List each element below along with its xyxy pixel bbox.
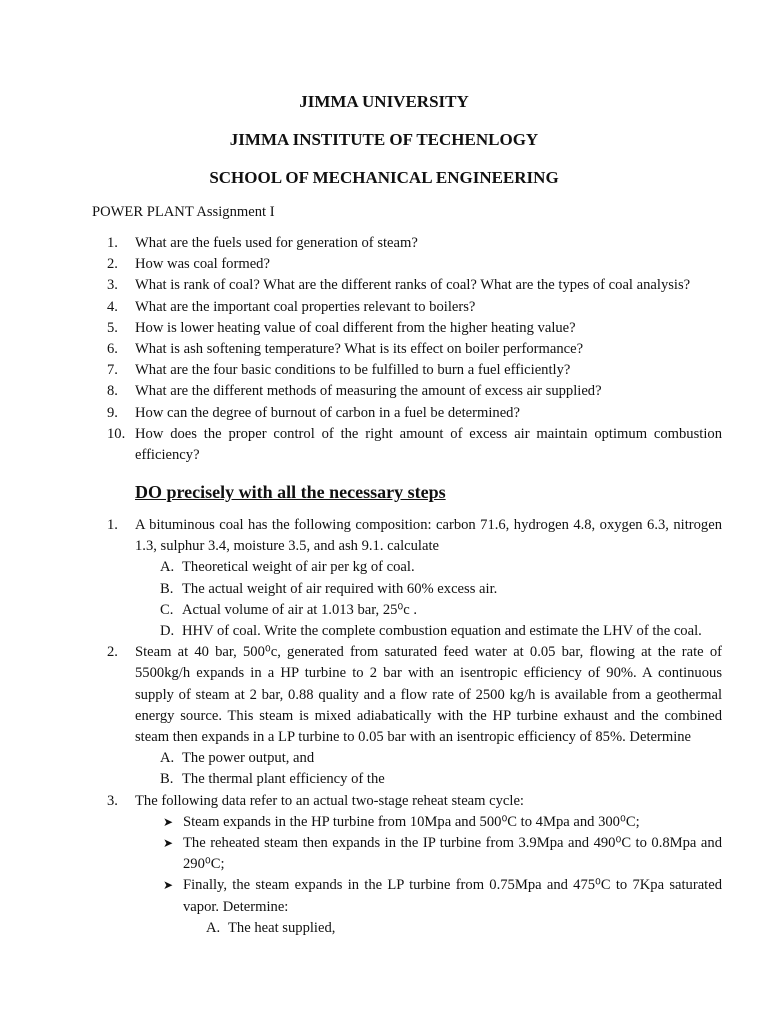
item-number: 4. (107, 298, 118, 315)
sub-item (160, 579, 722, 600)
list-item (107, 403, 722, 424)
list-item (107, 297, 722, 318)
item-text: How was coal formed? (135, 256, 270, 273)
section-heading: DO precisely with all the necessary steps (135, 482, 446, 502)
item-text: How can the degree of burnout of carbon in a fuel be determined? (135, 404, 520, 421)
item-number: 10. (107, 425, 126, 442)
bullet-text: Steam expands in the HP turbine from 10Mpa and 500⁰C to 4Mpa and 300⁰C; (183, 813, 640, 830)
list-item (107, 254, 722, 275)
item-text: What is ash softening temperature? What is its effect on boiler performance? (135, 341, 584, 358)
problem-text: Steam at 40 bar, 500⁰c, generated from saturated feed water at 0.05 bar, flowing at the rate of 5500kg/h expands in a HP turbine to 2 bar with an isentropic efficiency of 90%. A continuous supply of steam at 2 bar, 0.88 quality and a flow rate of 2500 kg/h is available from a geothermal energy source. This steam is mixed adiabatically with the HP turbine exhaust and the combined steam then expands in a LP turbine to 0.05 bar with an isentropic efficiency of 85%. Determine (135, 644, 722, 746)
sub-text: The thermal plant efficiency of the (182, 771, 385, 788)
bullet-text: The reheated steam then expands in the IP turbine from 3.9Mpa and 490⁰C to 0.8Mpa and 290⁰C; (183, 835, 722, 873)
problem-list (107, 515, 722, 939)
sub-letter: A. (206, 919, 221, 936)
problem-item (107, 642, 722, 790)
item-number: 3. (107, 277, 118, 294)
item-number: 2. (107, 644, 118, 661)
item-number: 6. (107, 341, 118, 358)
item-number: 7. (107, 362, 118, 379)
problem-item (107, 515, 722, 642)
sub-text: The heat supplied, (228, 919, 336, 936)
bullet-item (163, 875, 722, 917)
sub-letter: C. (160, 601, 174, 618)
sub-item (206, 918, 722, 939)
list-item (107, 275, 722, 296)
sub-text: Actual volume of air at 1.013 bar, 25⁰c . (182, 601, 418, 618)
item-text: What are the fuels used for generation of steam? (135, 235, 418, 251)
item-text: How is lower heating value of coal different from the higher heating value? (135, 319, 576, 336)
item-number: 5. (107, 319, 118, 336)
university-title: JIMMA UNIVERSITY (299, 92, 469, 111)
list-item (107, 318, 722, 339)
arrow-bullet-icon: ➤ (163, 878, 174, 893)
sub-letter: A. (160, 559, 175, 576)
problem-text: The following data refer to an actual two-stage reheat steam cycle: (135, 792, 524, 809)
item-number: 1. (107, 235, 118, 251)
bullet-item (163, 812, 722, 833)
item-number: 1. (107, 517, 118, 533)
sub-letter: B. (160, 580, 174, 597)
question-list (107, 233, 722, 466)
list-item (107, 339, 722, 360)
list-item (107, 381, 722, 402)
sub-text: The power output, and (182, 750, 315, 767)
sub-item (160, 557, 722, 578)
school-title: SCHOOL OF MECHANICAL ENGINEERING (209, 168, 559, 187)
list-item (107, 424, 722, 466)
sub-letter: B. (160, 771, 174, 788)
sub-item (160, 748, 722, 769)
item-number: 3. (107, 792, 118, 809)
item-number: 9. (107, 404, 118, 421)
item-text: What are the four basic conditions to be fulfilled to burn a fuel efficiently? (135, 362, 571, 379)
sub-item (160, 621, 722, 642)
item-text: What is rank of coal? What are the different ranks of coal? What are the types of coal analysis? (135, 277, 691, 294)
item-number: 2. (107, 256, 118, 273)
list-item (107, 233, 722, 254)
sub-text: Theoretical weight of air per kg of coal. (182, 559, 415, 576)
problem-text: A bituminous coal has the following composition: carbon 71.6, hydrogen 4.8, oxygen 6.3, nitrogen 1.3, sulphur 3.4, moisture 3.5, and ash 9.1. calculate (135, 517, 722, 555)
sub-text: The actual weight of air required with 60% excess air. (182, 580, 498, 597)
sub-letter: D. (160, 623, 175, 640)
assignment-title: POWER PLANT Assignment I (92, 204, 275, 220)
bullet-item (163, 833, 722, 875)
item-text: What are the important coal properties relevant to boilers? (135, 298, 476, 315)
arrow-bullet-icon: ➤ (163, 814, 174, 829)
bullet-text: Finally, the steam expands in the LP turbine from 0.75Mpa and 475⁰C to 7Kpa saturated vapor. Determine: (183, 877, 722, 915)
arrow-bullet-icon: ➤ (163, 836, 174, 851)
problem-item (107, 791, 722, 939)
list-item (107, 360, 722, 381)
item-text: What are the different methods of measuring the amount of excess air supplied? (135, 383, 602, 400)
item-number: 8. (107, 383, 118, 400)
sub-text: HHV of coal. Write the complete combustion equation and estimate the LHV of the coal. (182, 623, 702, 640)
sub-item (160, 600, 722, 621)
item-text: How does the proper control of the right amount of excess air maintain optimum combustion efficiency? (135, 425, 722, 464)
sub-item (160, 769, 722, 790)
sub-letter: A. (160, 750, 175, 767)
institute-title: JIMMA INSTITUTE OF TECHENLOGY (229, 130, 539, 149)
